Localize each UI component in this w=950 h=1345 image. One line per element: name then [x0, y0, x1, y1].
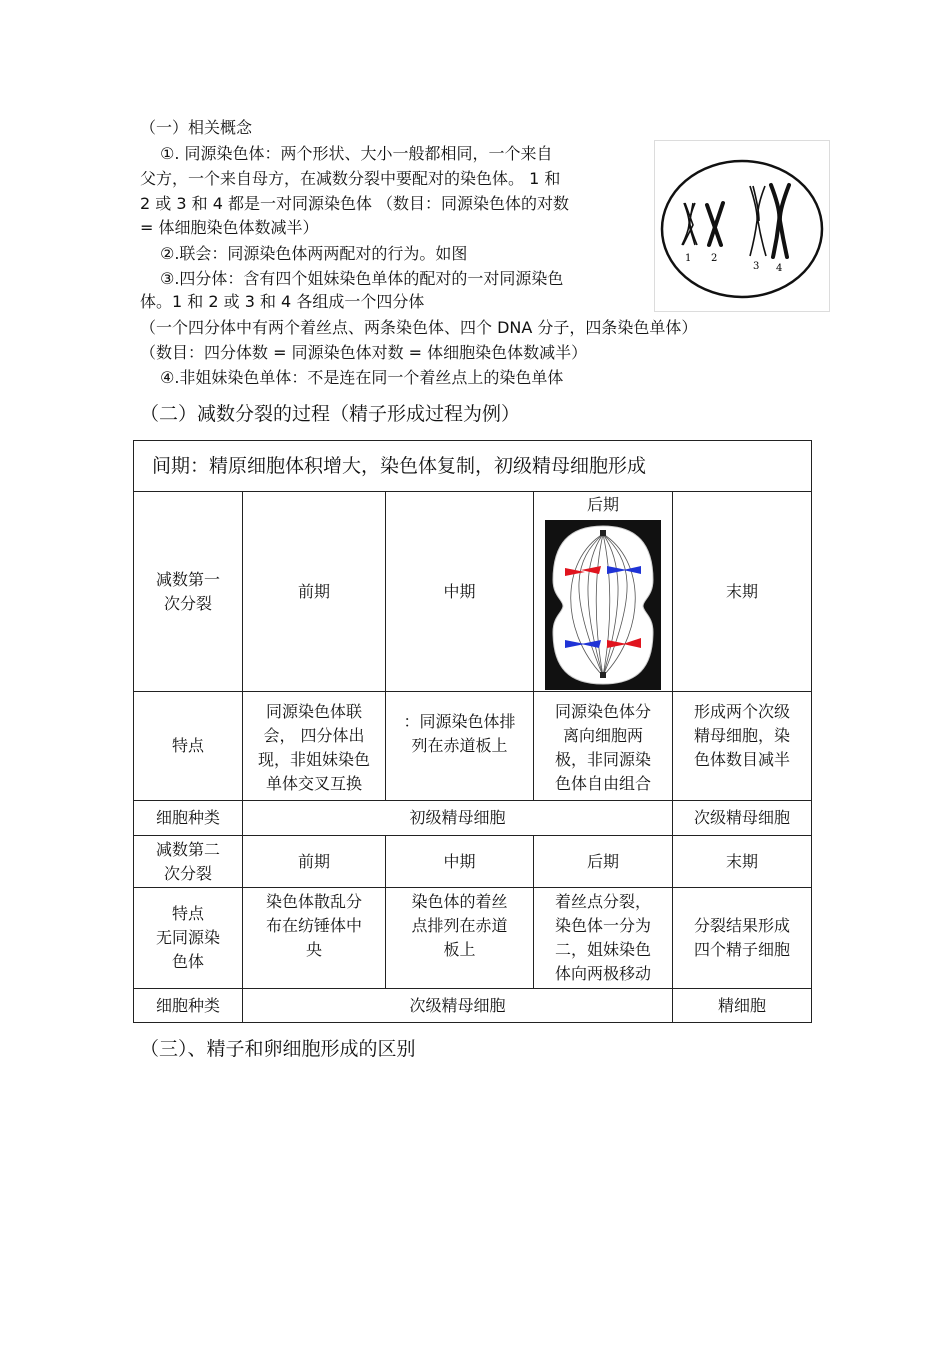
- label-3: 3: [753, 261, 760, 272]
- label-1: 1: [685, 253, 692, 264]
- m2-prophase: 前期: [243, 836, 386, 888]
- meiosis1-label: 减数第一 次分裂: [134, 492, 243, 692]
- m1-metaphase: 中期: [386, 492, 534, 692]
- item3-line2: 体。1 和 2 或 3 和 4 各组成一个四分体: [140, 292, 425, 311]
- m1-feature-anaphase: 同源染色体分 离向细胞两 极，非同源染 色体自由组合: [534, 692, 673, 801]
- item2: ②.联会：同源染色体两两配对的行为。如图: [160, 244, 468, 263]
- meiosis1-feature-row: [134, 692, 812, 801]
- item1-line3: 2 或 3 和 4 都是一对同源染色体 （数目：同源染色体的对数: [140, 194, 570, 213]
- m2-feature-telophase: 分裂结果形成 四个精子细胞: [673, 888, 812, 989]
- item1-line2: 父方，一个来自母方，在减数分裂中要配对的染色体。 1 和: [140, 169, 561, 188]
- meiosis-table: [133, 440, 812, 1023]
- meiosis2-label: 减数第二 次分裂: [134, 836, 243, 888]
- chromosome-2: [707, 203, 723, 245]
- chromosome-3: [750, 186, 766, 256]
- m2-feature-anaphase: 着丝点分裂， 染色体一分为 二，姐妹染色 体向两极移动: [534, 888, 673, 989]
- m2-celltype-sperm: 精细胞: [673, 989, 812, 1023]
- chromosome-1: [682, 203, 697, 245]
- chromosome-diagram: [655, 141, 829, 311]
- item1-line4: = 体细胞染色体数减半）: [140, 218, 319, 237]
- meiosis1-stage-row: [134, 492, 812, 692]
- m1-anaphase-cell: [534, 492, 673, 692]
- interphase-row: 间期：精原细胞体积增大，染色体复制，初级精母细胞形成: [134, 441, 812, 492]
- label-2: 2: [711, 253, 718, 264]
- m1-feature-telophase: 形成两个次级 精母细胞，染 色体数目减半: [673, 692, 812, 801]
- anaphase-cell-image: [545, 520, 661, 690]
- homologous-chromosome-figure: [654, 140, 830, 312]
- meiosis2-celltype-row: [134, 989, 812, 1023]
- item4: ④.非姐妹染色单体：不是连在同一个着丝点上的染色单体: [160, 368, 564, 387]
- m2-telophase: 末期: [673, 836, 812, 888]
- m2-feature-label: 特点 无同源染 色体: [134, 888, 243, 989]
- m2-feature-prophase: 染色体散乱分 布在纺锤体中 央: [243, 888, 386, 989]
- meiosis2-stage-row: [134, 836, 812, 888]
- m1-celltype-secondary: 次级精母细胞: [673, 801, 812, 836]
- section2-heading: （二）减数分裂的过程（精子形成过程为例）: [140, 403, 521, 425]
- item1-line1: ①. 同源染色体：两个形状、大小一般都相同，一个来自: [160, 144, 553, 163]
- m2-anaphase: 后期: [534, 836, 673, 888]
- section1-heading: （一）相关概念: [140, 118, 253, 137]
- m2-celltype-secondary: 次级精母细胞: [243, 989, 673, 1023]
- cell-outline: [662, 161, 822, 297]
- m1-feature-metaphase: ：同源染色体排 列在赤道板上: [386, 692, 534, 801]
- m2-feature-metaphase: 染色体的着丝 点排列在赤道 板上: [386, 888, 534, 989]
- m1-celltype-label: 细胞种类: [134, 801, 243, 836]
- meiosis2-feature-row: [134, 888, 812, 989]
- label-4: 4: [776, 263, 783, 274]
- m1-telophase: 末期: [673, 492, 812, 692]
- m1-feature-label: 特点: [134, 692, 243, 801]
- m2-celltype-label: 细胞种类: [134, 989, 243, 1023]
- note-tetrad: （一个四分体中有两个着丝点、两条染色体、四个 DNA 分子，四条染色单体）: [140, 318, 698, 337]
- m1-feature-prophase: 同源染色体联 会， 四分体出 现，非姐妹染色 单体交叉互换: [243, 692, 386, 801]
- meiosis1-celltype-row: [134, 801, 812, 836]
- chromosome-4: [771, 185, 789, 257]
- m1-celltype-primary: 初级精母细胞: [243, 801, 673, 836]
- m1-prophase: 前期: [243, 492, 386, 692]
- section3-heading: （三）、精子和卵细胞形成的区别: [140, 1038, 416, 1060]
- m1-anaphase: 后期: [586, 495, 619, 514]
- item3-line1: ③.四分体：含有四个姐妹染色单体的配对的一对同源染色: [160, 269, 564, 288]
- m2-metaphase: 中期: [386, 836, 534, 888]
- note-count: （数目：四分体数 = 同源染色体对数 = 体细胞染色体数减半）: [140, 343, 588, 362]
